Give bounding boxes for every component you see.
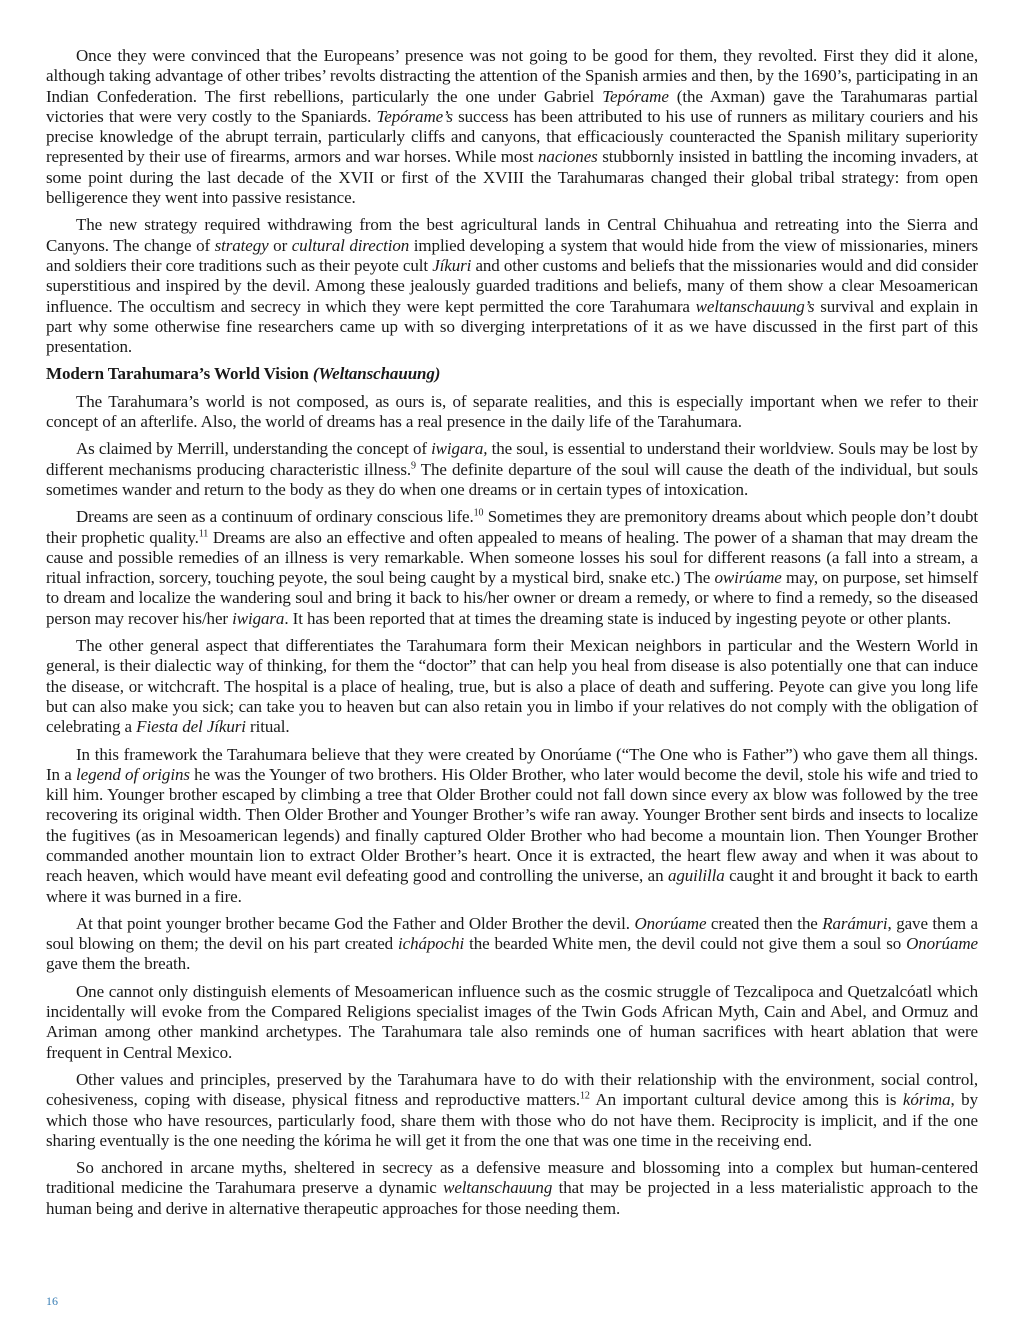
- footnote-ref-12: 12: [580, 1090, 590, 1102]
- document-page: [46, 46, 978, 1226]
- footnote-ref-11: 11: [198, 527, 209, 539]
- paragraph-dialectic-thinking: The other general aspect that differentiates the Tarahumara form their Mexican neighbors in particular and the Western World in general, is their dialectic way of thinking, for them the “doctor” that can help you heal from disease is also potentially one that can induce the disease, or witchcraft. The hospital is a place of healing, true, but is also a place of death and suffering. Peyote can give you long life but can also make you sick; can take you to heaven but can also retain you in limbo if your relatives do not comply with the obligation of celebrating a Fiesta del Jíkuri ritual.: [46, 636, 978, 737]
- paragraph-rebellions: Once they were convinced that the Europeans’ presence was not going to be good for them, they revolted. First they did it alone, although taking advantage of other tribes’ revolts distracting the attention of the Spanish armies and then, by the 1690’s, participating in an Indian Confederation. The first rebellions, particularly the one under Gabriel Tepórame (the Axman) gave the Tarahumaras partial victories that were very costly to the Spaniards. Tepórame’s success has been attributed to his use of runners as military couriers and his precise knowledge of the abrupt terrain, particularly cliffs and canyons, that efficaciously counteracted the Spanish military superiority represented by their use of firearms, armors and war horses. While most naciones stubbornly insisted in battling the incoming invaders, at some point during the last decade of the XVII or first of the XVIII the Tarahumaras changed their global tribal strategy: from open belligerence they went into passive resistance.: [46, 46, 978, 208]
- paragraph-god-and-devil: At that point younger brother became God the Father and Older Brother the devil. Onorúame created then the Rarámuri, gave them a soul blowing on them; the devil on his part created ichápochi the bearded White men, the devil could not give them a soul so Onorúame gave them the breath.: [46, 913, 978, 974]
- section-heading: Modern Tarahumara’s World Vision (Weltanschauung): [46, 364, 441, 384]
- paragraph-new-strategy: The new strategy required withdrawing from the best agricultural lands in Central Chihuahua and retreating into the Sierra and Canyons. The change of strategy or cultural direction implied developing a system that would hide from the view of missionaries, miners and soldiers their core traditions such as their peyote cult Jíkuri and other customs and beliefs that the missionaries would and did consider superstitious and inspired by the devil. Among these jealously guarded traditions and beliefs, many of them show a clear Mesoamerican influence. The occultism and secrecy in which they were kept permitted the core Tarahumara weltanschauung’s survival and explain in part why some otherwise fine researchers came up with so diverging interpretations of it as we have discussed in the first part of this presentation.: [46, 215, 978, 357]
- paragraph-iwigara: As claimed by Merrill, understanding the concept of iwigara, the soul, is essential to understand their worldview. Souls may be lost by different mechanisms producing characteristic illness.$^9$ The definite departure of the soul will cause the death of the individual, but souls sometimes wander and return to the body as they do when one dreams or in certain types of intoxication.: [46, 439, 978, 499]
- paragraph-dreams: Dreams are seen as a continuum of ordinary conscious life.$^{10}$ Sometimes they are premonitory dreams about which people don’t doubt their prophetic quality.$^{11}$ Dreams are also an effective and often appealed to means of healing. The power of a shaman that may dream the cause and possible remedies of an illness is very remarkable. When someone losses his soul for different reasons (a fall into a stream, a ritual infraction, sorcery, touching peyote, the soul being caught by a mystical bird, snake etc.) The owirúame may, on purpose, set himself to dream and localize the wandering soul and bring it back to his/her owner or dream a remedy, or where to find a remedy, so the diseased person may recover his/her iwigara. It has been reported that at times the dreaming state is induced by ingesting peyote or other plants.: [46, 507, 979, 628]
- footnote-ref-9: 9: [411, 459, 416, 471]
- page-number: 16: [46, 1294, 58, 1308]
- paragraph-conclusion: So anchored in arcane myths, sheltered in secrecy as a defensive measure and blossoming into a complex but human-centered traditional medicine the Tarahumara preserve a dynamic weltanschauung that may be projected in a less materialistic approach to the human being and derive in alternative therapeutic approaches for those needing them.: [46, 1158, 978, 1218]
- paragraph-mesoamerican-influence: One cannot only distinguish elements of Mesoamerican influence such as the cosmic struggle of Tezcalipoca and Quetzalcóatl which incidentally will evoke from the Compared Religions specialist images of the Twin Gods African Myth, Cain and Abel, and Ormuz and Ariman among other mankind archetypes. The Tarahumara tale also reminds one of human sacrifices with heart ablation that were frequent in Central Mexico.: [46, 981, 978, 1062]
- paragraph-legend-of-origins: In this framework the Tarahumara believe that they were created by Onorúame (“The One who is Father”) who gave them all things. In a legend of origins he was the Younger of two brothers. His Older Brother, who later would become the devil, stole his wife and tried to kill him. Younger brother escaped by climbing a tree that Older Brother could not fall down since every ax blow was followed by the tree recovering its original width. Then Older Brother and Younger Brother’s wife ran away. Younger Brother sent birds and insects to localize the fugitives (as in Mesoamerican legends) and finally captured Older Brother who had become a mountain lion. Then Younger Brother commanded another mountain lion to extract Older Brother’s heart. Once it is extracted, the heart flew away and when it was about to reach heaven, which would have meant evil defeating good and controlling the universe, an aguililla caught it and brought it back to earth where it was burned in a fire.: [46, 744, 978, 906]
- footnote-ref-10: 10: [473, 507, 484, 519]
- paragraph-separate-realities: The Tarahumara’s world is not composed, as ours is, of separate realities, and this is especially important when we refer to their concept of an afterlife. Also, the world of dreams has a real presence in the daily life of the Tarahumara.: [46, 391, 978, 432]
- paragraph-korima: Other values and principles, preserved by the Tarahumara have to do with their relationship with the environment, social control, cohesiveness, coping with disease, physical fitness and reproductive matters.$^{12}$ An important cultural device among this is kórima, by which those who have resources, particularly food, share them with those who do not have them. Reciprocity is implicit, and if the one sharing eventually is the one needing the kórima he will get it from the one that was one time in the receiving end.: [46, 1069, 978, 1150]
